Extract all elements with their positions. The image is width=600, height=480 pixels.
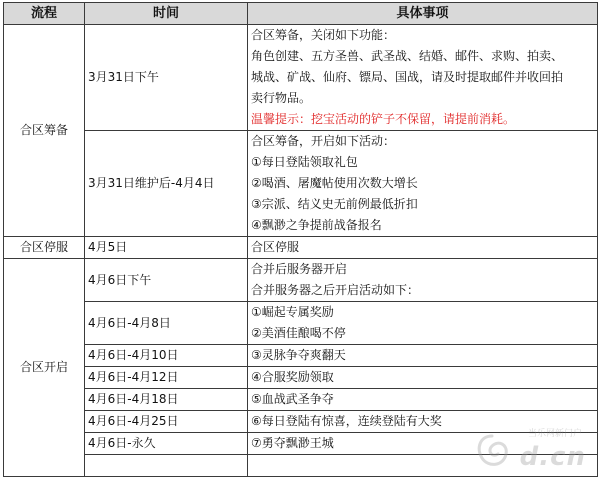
- details-cell: [248, 131, 598, 237]
- table-row: [4, 455, 598, 477]
- table-row: [4, 25, 598, 131]
- table-row: [4, 345, 598, 367]
- time-cell: 4月6日-永久: [85, 433, 248, 455]
- detail-line: 城战、矿战、仙府、镖局、国战，请及时提取邮件并收回拍: [251, 70, 564, 84]
- watermark-bottom-text: d.cn: [519, 442, 586, 472]
- stage-open: 合区开启: [4, 259, 85, 477]
- table-row: [4, 131, 598, 237]
- schedule-table: [3, 2, 598, 477]
- time-cell: 4月6日-4月12日: [85, 367, 248, 389]
- time-cell: 4月6日-4月25日: [85, 411, 248, 433]
- table-row: [4, 259, 598, 302]
- header-details: 具体事项: [248, 3, 598, 25]
- time-cell: 3月31日维护后-4月4日: [85, 131, 248, 237]
- table-row: [4, 411, 598, 433]
- detail-line: ④飘渺之争提前战备报名: [251, 218, 382, 232]
- stage-halt: 合区停服: [4, 237, 85, 259]
- details-cell: [248, 455, 598, 477]
- details-cell: ③灵脉争夺爽翻天: [248, 345, 598, 367]
- table-row: [4, 389, 598, 411]
- details-cell: ⑥每日登陆有惊喜，连续登陆有大奖: [248, 411, 598, 433]
- details-cell: ⑤血战武圣争夺: [248, 389, 598, 411]
- table-row: [4, 302, 598, 345]
- detail-line: ②喝酒、屠魔帖使用次数大增长: [251, 176, 418, 190]
- details-cell: ⑦勇夺飘渺王城: [248, 433, 598, 455]
- table-header-row: [4, 3, 598, 25]
- time-cell: 4月6日下午: [85, 259, 248, 302]
- time-cell: 4月5日: [85, 237, 248, 259]
- table-row: [4, 433, 598, 455]
- detail-line: 卖行物品。: [251, 91, 312, 105]
- time-cell: 4月6日-4月8日: [85, 302, 248, 345]
- detail-line: ①崛起专属奖励: [251, 305, 334, 319]
- detail-line: ③宗派、结义史无前例最低折扣: [251, 197, 418, 211]
- stage-prep: 合区筹备: [4, 25, 85, 237]
- details-cell: 合区停服: [248, 237, 598, 259]
- warning-tip: 温馨提示：挖宝活动的铲子不保留，请提前消耗。: [251, 112, 516, 126]
- time-cell: 3月31日下午: [85, 25, 248, 131]
- details-cell: ④合服奖励领取: [248, 367, 598, 389]
- detail-line: ②美酒佳酿喝不停: [251, 326, 346, 340]
- detail-line: 角色创建、五方圣兽、武圣战、结婚、邮件、求购、拍卖、: [251, 49, 564, 63]
- header-time: 时间: [85, 3, 248, 25]
- detail-line: ①每日登陆领取礼包: [251, 155, 358, 169]
- table-row: [4, 367, 598, 389]
- watermark-top-text: 当乐网新门户: [527, 429, 582, 439]
- details-cell: [248, 302, 598, 345]
- time-cell: 4月6日-4月10日: [85, 345, 248, 367]
- details-cell: [248, 259, 598, 302]
- detail-line: 合并后服务器开启: [251, 262, 348, 276]
- details-cell: [248, 25, 598, 131]
- time-cell: [85, 455, 248, 477]
- detail-line: 合并服务器之后开启活动如下：: [251, 283, 420, 297]
- detail-line: 合区筹备，开启如下活动：: [251, 134, 396, 148]
- header-stage: 流程: [4, 3, 85, 25]
- time-cell: 4月6日-4月18日: [85, 389, 248, 411]
- table-row: [4, 237, 598, 259]
- detail-line: 合区筹备，关闭如下功能：: [251, 28, 396, 42]
